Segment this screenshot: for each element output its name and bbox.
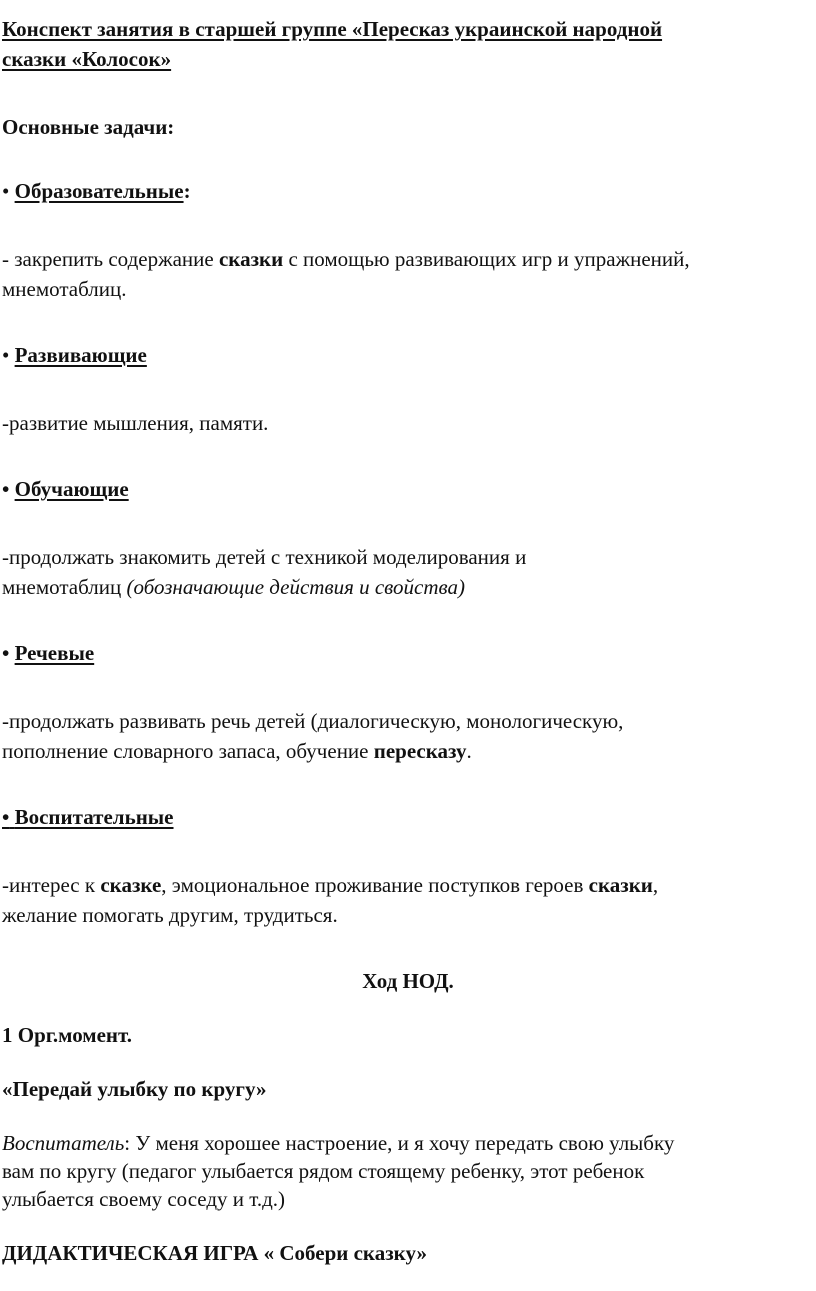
- section-developing-heading: [2, 340, 808, 370]
- teaching-line-1: -продолжать знакомить детей с техникой моделирования и: [2, 545, 527, 569]
- text-run: -интерес к: [2, 873, 101, 897]
- teaching-line-2: [2, 572, 808, 602]
- teacher-line-1: [2, 1128, 808, 1158]
- bullet: •: [2, 805, 10, 829]
- bullet: •: [2, 641, 10, 665]
- speech-label: Речевые: [14, 641, 95, 665]
- teacher-role: Воспитатель: [2, 1131, 125, 1155]
- bullet: •: [2, 477, 10, 501]
- bullet: •: [2, 343, 10, 367]
- educational-colon: :: [183, 179, 191, 203]
- educational-label: Образовательные: [14, 179, 184, 203]
- speech-line-2: [2, 736, 808, 766]
- educational-line-1: [2, 244, 808, 274]
- bullet: •: [2, 179, 10, 203]
- lesson-flow-heading: Ход НОД.: [362, 969, 454, 993]
- text-run: - закрепить содержание: [2, 247, 219, 271]
- title-line-2: сказки «Колосок»: [2, 47, 172, 71]
- title-line-1: Конспект занятия в старшей группе «Пересказ украинской народной: [2, 17, 663, 41]
- bold-word: сказки: [218, 247, 284, 271]
- text-run: с помощью развивающих игр и упражнений,: [283, 247, 690, 271]
- bold-word: пересказу: [373, 739, 467, 763]
- section-educational-heading: [2, 176, 808, 206]
- didactic-game-heading: ДИДАКТИЧЕСКАЯ ИГРА « Собери сказку»: [2, 1241, 427, 1265]
- bold-word: сказки: [588, 873, 653, 897]
- text-run: пополнение словарного запаса, обучение: [2, 739, 374, 763]
- teaching-label: Обучающие: [14, 477, 129, 501]
- developing-line-1: -развитие мышления, памяти.: [2, 411, 269, 435]
- section-upbringing-heading: [2, 802, 808, 832]
- section-teaching-heading: [2, 474, 808, 504]
- upbringing-label: Воспитательные: [14, 805, 174, 829]
- section-speech-heading: [2, 638, 808, 668]
- italic-note: (обозначающие действия и свойства): [126, 575, 465, 599]
- teacher-line-2: вам по кругу (педагог улыбается рядом стоящему ребенку, этот ребенок: [2, 1159, 645, 1183]
- text-run: .: [466, 739, 472, 763]
- text-run: ,: [652, 873, 659, 897]
- text-run: , эмоциональное проживание поступков героев: [161, 873, 589, 897]
- org-moment-heading: 1 Орг.момент.: [2, 1023, 133, 1047]
- smile-game-heading: «Передай улыбку по кругу»: [2, 1077, 267, 1101]
- text-run: : У меня хорошее настроение, и я хочу передать свою улыбку: [124, 1131, 675, 1155]
- upbringing-line-1: [2, 870, 808, 900]
- bold-word: сказке: [100, 873, 162, 897]
- teacher-line-3: улыбается своему соседу и т.д.): [2, 1187, 286, 1211]
- speech-line-1: -продолжать развивать речь детей (диалогическую, монологическую,: [2, 709, 624, 733]
- developing-label: Развивающие: [14, 343, 147, 367]
- upbringing-line-2: желание помогать другим, трудиться.: [2, 903, 338, 927]
- educational-line-2: мнемотаблиц.: [2, 277, 127, 301]
- main-tasks-heading: Основные задачи:: [2, 115, 175, 139]
- text-run: мнемотаблиц: [2, 575, 127, 599]
